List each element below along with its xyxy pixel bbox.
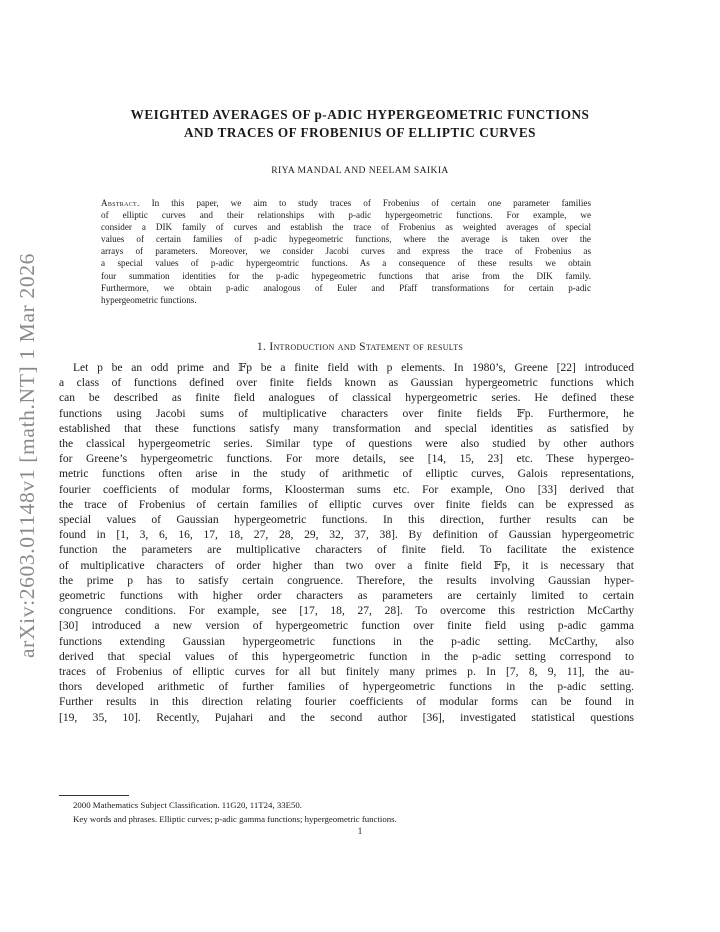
abstract-line: values of certain families of p-adic hypegeometric functions, where the average is taken over the	[101, 234, 591, 245]
abstract-line: arrays of parameters. Moreover, we consider Jacobi curves and express the trace of Frobenius as	[101, 246, 591, 257]
body-line: found in [1, 3, 6, 16, 17, 18, 27, 28, 29, 32, 37, 38]. By definition of Gaussian hypergeometric	[59, 529, 634, 542]
intro-body-text	[59, 361, 634, 726]
body-line: special values of Gaussian hypergeometric functions. In this direction, further results can be	[59, 514, 634, 527]
body-line: Further results in this direction relating fourier coefficients of modular forms can be found in	[59, 696, 634, 709]
body-line: a class of functions defined over finite fields known as Gaussian hypergeometric functions which	[59, 377, 634, 390]
footnote-msc: 2000 Mathematics Subject Classification. 11G20, 11T24, 33E50.	[73, 800, 303, 810]
body-line: for Greene’s hypergeometric functions. For more details, see [14, 15, 23] etc. These hypergeo-	[59, 453, 634, 466]
abstract-line: consider a DIK family of curves and establish the trace of Frobenius as weighted averages of special	[101, 222, 591, 233]
body-line: functions extending Gaussian hypergeometric functions in the p-adic setting. McCarthy, also	[59, 635, 634, 648]
body-line: thors developed arithmetic of further families of hypergeometric functions in the p-adic setting.	[59, 681, 634, 694]
abstract-line: of elliptic curves and their relationships with p-adic hypergeometric functions. For example, we	[101, 210, 591, 221]
footnotes	[59, 799, 634, 826]
title-line-1: WEIGHTED AVERAGES OF p-ADIC HYPERGEOMETRIC FUNCTIONS	[130, 107, 590, 122]
paper-authors: RIYA MANDAL AND NEELAM SAIKIA	[271, 165, 449, 176]
abstract-line: Furthermore, we obtain p-adic analogous of Euler and Pfaff transformations for certain p-adic	[101, 282, 591, 293]
body-line: [30] introduced a new version of hypergeometric function over finite field using p-adic gamma	[59, 620, 634, 633]
abstract-line: a special values of p-adic hypergeomtric functions. As a consequence of these results we obtain	[101, 258, 591, 269]
footnote-rule	[59, 795, 129, 796]
body-line: fourier coefficients of modular forms, Kloosterman sums etc. For example, Ono [33] derived that	[59, 483, 634, 496]
abstract-line: four summation identities for the p-adic hypegeometric functions that arise from the DIK family.	[101, 270, 591, 281]
body-line: [19, 35, 10]. Recently, Pujahari and the second author [36], investigated statistical questions	[59, 711, 634, 724]
page-number: 1	[357, 826, 363, 836]
body-line: traces of Frobenius of elliptic curves for all but finitely many primes p. In [7, 8, 9, 11], the au-	[59, 666, 634, 679]
footnote-keywords: Key words and phrases. Elliptic curves; p-adic gamma functions; hypergeometric functions.	[73, 813, 397, 824]
title-line-2: AND TRACES OF FROBENIUS OF ELLIPTIC CURVES	[184, 125, 536, 140]
abstract-label: Abstract.	[101, 198, 140, 208]
body-line: the classical hypergeometric series. Similar type of questions were also studied by other authors	[59, 438, 634, 451]
body-line: can be described as finite field analogues of classical hypergeometric series. He defined these	[59, 392, 634, 405]
body-line: metric functions often arise in the study of arithmetic of elliptic curves, Galois representations,	[59, 468, 634, 481]
body-line: geometric functions with higher order characters as parameters are certainly limited to certain	[59, 590, 634, 603]
paper-title	[60, 106, 660, 142]
section-heading: 1. Introduction and Statement of results	[256, 340, 464, 353]
body-line: Let p be an odd prime and 𝔽p be a finite field with p elements. In 1980’s, Greene [22] introduced	[73, 362, 634, 374]
abstract-line: In this paper, we aim to study traces of Frobenius of certain one parameter families	[151, 198, 591, 208]
abstract	[101, 197, 591, 306]
body-line: of multiplicative characters of order higher than two over a finite field 𝔽p, it is necessary that	[59, 559, 634, 572]
arxiv-identifier-stamp	[4, 250, 46, 660]
body-line: congruence conditions. For example, see [17, 18, 27, 28]. To overcome this restriction McCarthy	[59, 605, 634, 618]
body-line: derived that special values of this hypergeometric function in the p-adic setting correspond to	[59, 650, 634, 663]
body-line: function the parameters are multiplicative characters of finite field. To facilitate the existence	[59, 544, 634, 557]
arxiv-identifier-text: arXiv:2603.01148v1 [math.NT] 1 Mar 2026	[15, 254, 39, 658]
body-line: the prime p has to satisfy certain congruence. Therefore, the results involving Gaussian hyper-	[59, 574, 634, 587]
abstract-line: hypergeometric functions.	[101, 294, 197, 305]
body-line: the trace of Frobenius of certain families of elliptic curves over finite fields can be expressed as	[59, 498, 634, 511]
body-line: established that these functions satisfy many transformation and special identities as satisfied by	[59, 422, 634, 435]
body-line: functions using Jacobi sums of multiplicative characters over finite fields 𝔽p. Furthermore, he	[59, 407, 634, 420]
